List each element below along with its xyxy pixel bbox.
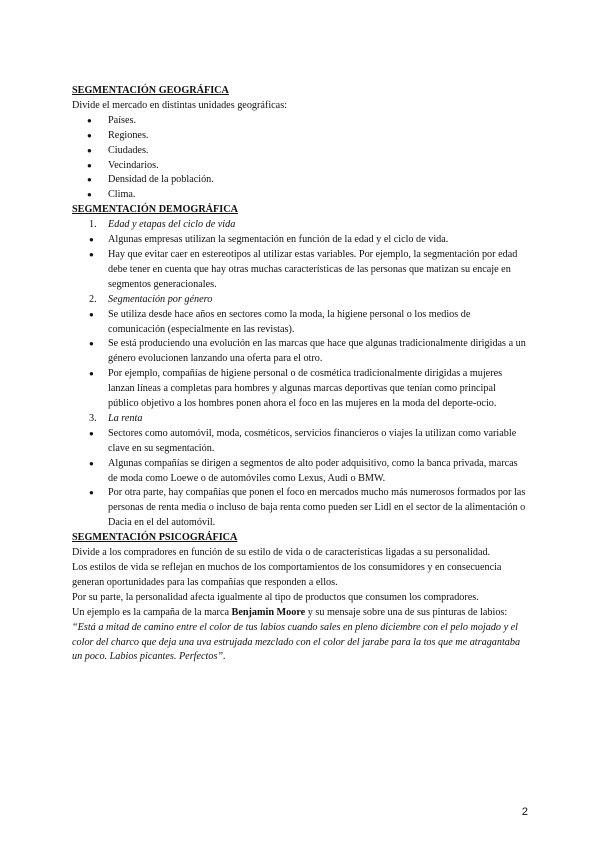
document-page <box>72 84 528 665</box>
section-heading-psicografica: SEGMENTACIÓN PSICOGRÁFICA <box>72 532 238 544</box>
geo-intro: Divide el mercado en distintas unidades geográficas: <box>72 99 287 111</box>
numbered-subheading <box>72 218 528 233</box>
list-item: ● Algunas compañías se dirigen a segmentos de alto poder adquisitivo, como la banca privada, marcas de moda como Loewe o de automóviles como Lexus, Audi o BMW. <box>72 457 528 487</box>
page-number: 2 <box>521 806 528 818</box>
psico-paragraph-4 <box>72 606 528 621</box>
demo-gender-list <box>72 308 528 412</box>
list-item: ● Ciudades. <box>72 144 528 159</box>
psico-paragraph-1: Divide a los compradores en función de su estilo de vida o de características ligadas a su personalidad. <box>72 547 491 559</box>
list-item: ● Regiones. <box>72 129 528 144</box>
subheading-title: Edad y etapas del ciclo de vida <box>108 219 236 231</box>
list-item: ● Vecindarios. <box>72 159 528 174</box>
subheading-title: La renta <box>108 412 143 424</box>
list-item: ● Por ejemplo, compañías de higiene personal o de cosmética tradicionalmente dirigidas a mujeres lanzan líneas a completas para hombres y algunas marcas deportivas que tenían como principal público objetivo a los hombres ponen ahora el foco en las mujeres en la moda del deporte-ocio. <box>72 367 528 412</box>
list-item: ● Hay que evitar caer en estereotipos al utilizar estas variables. Por ejemplo, la segmentación por edad debe tener en cuenta que hay otras muchas características de las personas que matizan su encaje en segmentos generacionales. <box>72 248 528 293</box>
section-heading-demografica: SEGMENTACIÓN DEMOGRÁFICA <box>72 204 238 216</box>
list-item: ● Países. <box>72 114 528 129</box>
numbered-subheading <box>72 293 528 308</box>
subheading-number: 3. <box>89 412 97 424</box>
numbered-subheading <box>72 412 528 427</box>
list-item: ● Algunas empresas utilizan la segmentación en función de la edad y el ciclo de vida. <box>72 233 528 248</box>
list-item: ● Densidad de la población. <box>72 173 528 188</box>
paragraph-text: y su mensaje sobre una de sus pinturas de labios: <box>305 606 508 618</box>
list-item: ● Clima. <box>72 188 528 203</box>
list-item: ● Se utiliza desde hace años en sectores como la moda, la higiene personal o los medios de comunicación (especialmente en las revistas). <box>72 308 528 338</box>
subheading-title: Segmentación por género <box>108 293 213 305</box>
subheading-number: 1. <box>89 219 97 231</box>
geo-list <box>72 114 528 203</box>
psico-paragraph-2: Los estilos de vida se reflejan en muchos de los comportamientos de los consumidores y en consecuencia generan oportunidades para las compañías que responden a ellos. <box>72 562 502 588</box>
demo-income-list <box>72 427 528 531</box>
psico-paragraph-3: Por su parte, la personalidad afecta igualmente al tipo de productos que consumen los compradores. <box>72 591 479 603</box>
list-item: ● Se está produciendo una evolución en las marcas que hace que algunas tradicionalmente dirigidas a un género evolucionen lanzando una oferta para el otro. <box>72 337 528 367</box>
subheading-number: 2. <box>89 293 97 305</box>
list-item: ● Por otra parte, hay compañías que ponen el foco en mercados mucho más numerosos formados por las personas de renta media o incluso de baja renta como pueden ser Lidl en el sector de la alimentación o Dacia en el del automóvil. <box>72 486 528 531</box>
demo-age-list <box>72 233 528 293</box>
brand-name: Benjamin Moore <box>231 606 306 618</box>
list-item: ● Sectores como automóvil, moda, cosméticos, servicios financieros o viajes la utilizan como variable clave en su segmentación. <box>72 427 528 457</box>
section-heading-geografica: SEGMENTACIÓN GEOGRÁFICA <box>72 85 229 96</box>
paragraph-text: Un ejemplo es la campaña de la marca <box>72 606 232 618</box>
campaign-quote: “Está a mitad de camino entre el color de tus labios cuando sales en pleno diciembre con el pelo mojado y el color del charco que deja una uva estrujada mezclado con el color del jarabe para la tos que me atragantaba un poco. Labios picantes. Perfectos”. <box>72 621 521 663</box>
